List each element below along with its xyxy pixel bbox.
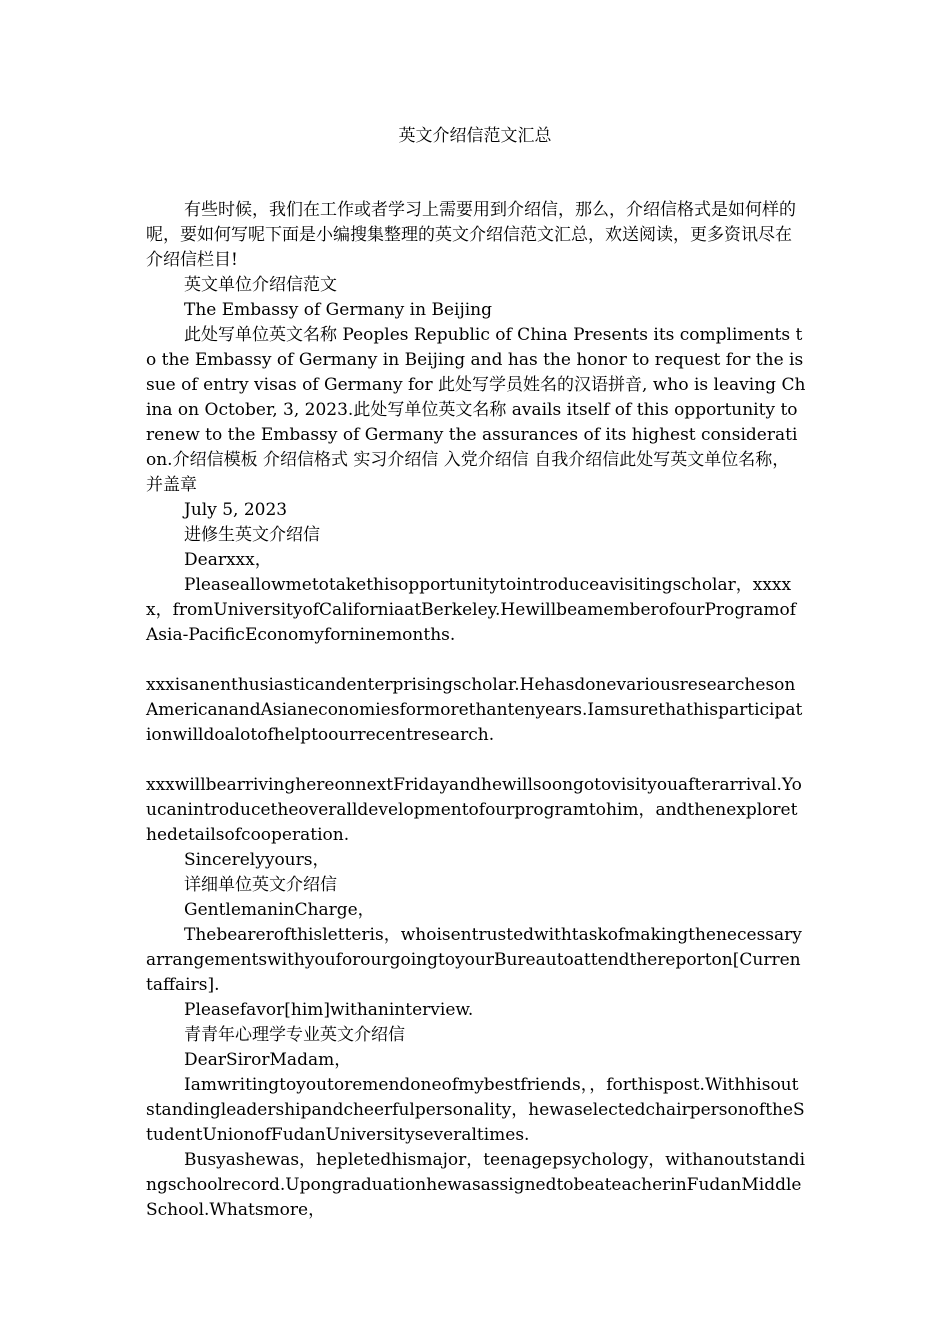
letter-body: Pleasefavor[him]withaninterview. [184, 1000, 474, 1020]
document-title: 英文介绍信范文汇总 [398, 126, 552, 146]
section-heading: 详细单位英文介绍信 [184, 875, 337, 895]
letter-body: xxxwillbearrivinghereonnextFridayandhewillsoongotovisityouafterarrival.Youcanintroducetheoveralldevelopmentofourprogramtohim，andthenexplorethedetailsofcooperation. [146, 775, 802, 845]
document-body [146, 198, 806, 1223]
section-heading: 进修生英文介绍信 [184, 525, 320, 545]
letter-body: xxxisanenthusiasticandenterprisingscholar.HehasdonevariousresearchesonAmericanandAsianeconomiesformorethantenyears.Iamsurethathisparticipationwilldoalotofhelptoourrecentresearch. [146, 675, 803, 745]
letter-body: Thebearerofthisletteris，whoisentrustedwithtaskofmakingthenecessaryarrangementswithyouforourgoingtoyourBureautoattendthereporton[Currentaffairs]. [146, 925, 802, 995]
letter-body: Pleaseallowmetotakethisopportunitytointroduceavisitingscholar，xxxxx，fromUniversityofCaliforniaatBerkeley.HewillbeamemberofourProgramofAsia-PacificEconomyforninemonths. [146, 575, 797, 645]
letter-body: Iamwritingtoyoutoremendoneofmybestfriends，，forthispost.Withhisoutstandingleadershipandcheerfulpersonality，hewaselectedchairpersonoftheStudentUnionofFudanUniversityseveraltimes. [146, 1075, 805, 1145]
letter-body: Busyashewas，hepletedhismajor，teenagepsychology，withanoutstandingschoolrecord.UpongraduationhewasassignedtobeateacherinFudanMiddleSchool.Whatsmore， [146, 1150, 806, 1220]
letter-salutation: Dearxxx， [184, 550, 272, 570]
intro-paragraph: 有些时候，我们在工作或者学习上需要用到介绍信，那么，介绍信格式是如何样的呢，要如何写呢下面是小编搜集整理的英文介绍信范文汇总，欢送阅读，更多资讯尽在介绍信栏目! [146, 200, 796, 270]
letter-closing: Sincerelyyours， [184, 850, 330, 870]
letter-date: July 5, 2023 [184, 500, 288, 520]
letter-recipient: The Embassy of Germany in Beijing [184, 300, 492, 320]
section-heading: 英文单位介绍信范文 [184, 275, 337, 295]
section-heading: 青青年心理学专业英文介绍信 [184, 1025, 405, 1045]
letter-body: 此处写单位英文名称 Peoples Republic of China Presents its compliments to the Embassy of Germany in Beijing and has the honor to request for the issue of entry visas of Germany for 此处写学员姓名的汉语拼音, who is leaving China on October, 3, 2023.此处写单位英文名称 avails itself of this opportunity to renew to the Embassy of Germany the assurances of its highest consideration.介绍信模板 介绍信格式 实习介绍信 入党介绍信 自我介绍信此处写英文单位名称，并盖章 [146, 325, 806, 495]
letter-salutation: DearSirorMadam， [184, 1050, 352, 1070]
blank-line [146, 648, 806, 673]
letter-salutation: GentlemaninCharge， [184, 900, 375, 920]
blank-line [146, 748, 806, 773]
